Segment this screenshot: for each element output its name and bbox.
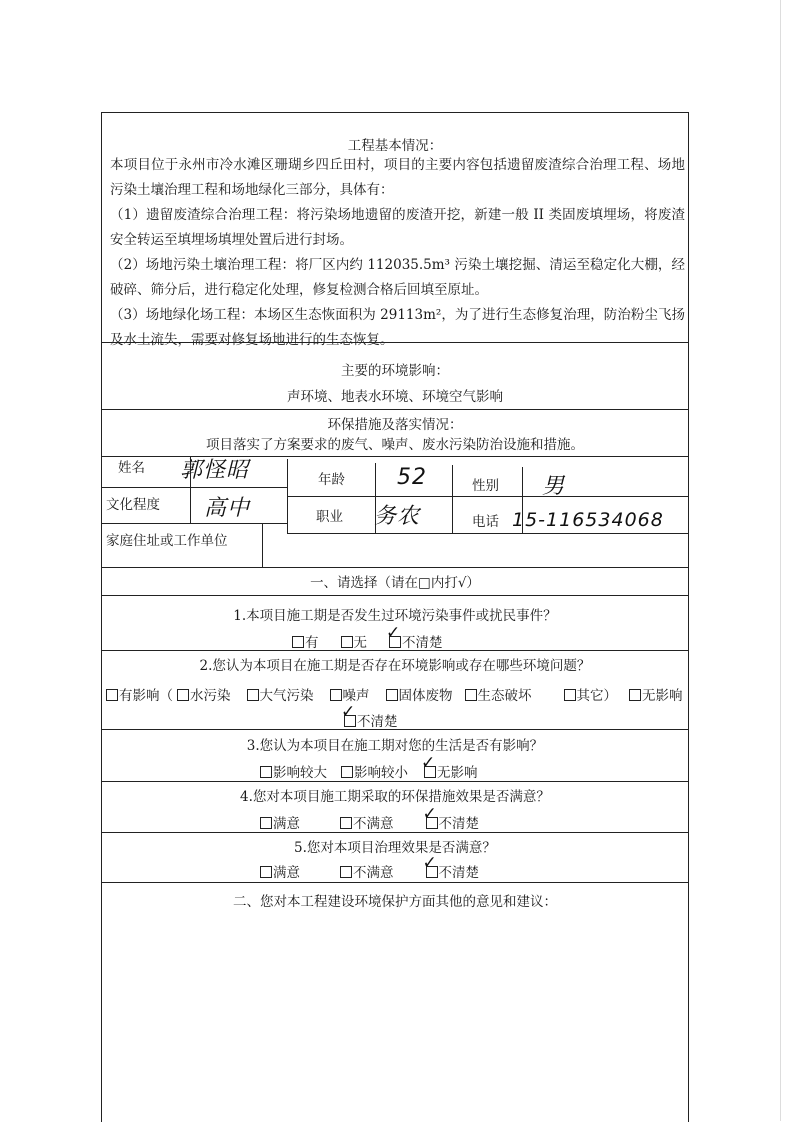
q2-option-water[interactable]: 水污染 (177, 684, 231, 704)
q4-option-satisfied[interactable]: 满意 (260, 812, 300, 832)
project-description (110, 153, 685, 353)
address-label: 家庭住址或工作单位 (106, 533, 228, 549)
phone-label: 电话 (472, 514, 499, 530)
checkbox[interactable] (341, 766, 353, 778)
q4-options (260, 804, 479, 832)
q2-option-other[interactable]: 其它） (564, 684, 618, 704)
divider (102, 882, 688, 883)
q3-options (260, 753, 478, 781)
section2-heading: 二、您对本工程建设环境保护方面其他的意见和建议： (233, 894, 557, 910)
table-line (522, 467, 523, 533)
q5-option-unclear[interactable]: ✓ 不清楚 (422, 853, 479, 881)
project-paragraph: （1）遗留废渣综合治理工程：将污染场地遗留的废渣开挖，新建一般 II 类固废填埋场，将废渣安全转运至填埋场填埋处置后进行封场。 (110, 207, 685, 248)
checkbox[interactable] (340, 817, 352, 829)
gender-label: 性别 (472, 478, 499, 494)
divider (102, 523, 287, 524)
phone-value: 15-116534068 (512, 509, 664, 531)
checkbox[interactable] (564, 689, 576, 701)
check-mark-icon: ✓ (421, 753, 436, 773)
q2-option-solid-waste[interactable]: 固体废物 (386, 684, 453, 704)
checkbox[interactable] (260, 766, 272, 778)
checkbox[interactable] (340, 866, 352, 878)
divider (102, 342, 688, 343)
education-label: 文化程度 (106, 497, 160, 513)
q2-option-noise[interactable]: 噪声 (330, 684, 370, 704)
question-5: 5.您对本项目治理效果是否满意？ (294, 840, 496, 856)
checkbox[interactable] (247, 689, 259, 701)
checkbox[interactable] (386, 689, 398, 701)
q2-option-ecology[interactable]: 生态破坏 (465, 684, 532, 704)
q2-option-unclear[interactable]: ✓ 不清楚 (341, 702, 398, 730)
name-label: 姓名 (118, 460, 145, 476)
education-value: 高中 (204, 496, 251, 521)
measures-text: 项目落实了方案要求的废气、噪声、废水污染防治设施和措施。 (206, 437, 584, 453)
question-1: 1.本项目施工期是否发生过环境污染事件或扰民事件？ (233, 608, 557, 624)
q1-option-no[interactable]: 无 (341, 631, 368, 651)
check-mark-icon: ✓ (422, 804, 437, 824)
q2-options-line2 (341, 702, 398, 730)
checkbox[interactable] (341, 636, 353, 648)
checkbox[interactable] (629, 689, 641, 701)
impact-text: 声环境、地表水环境、环境空气影响 (287, 389, 503, 405)
q2-option-air[interactable]: 大气污染 (247, 684, 314, 704)
divider (102, 567, 688, 568)
q1-option-unclear[interactable]: ✓ 不清楚 (386, 623, 443, 651)
check-mark-icon: ✓ (386, 623, 401, 643)
name-value: 郭怪昭 (180, 458, 250, 483)
table-line (452, 465, 453, 533)
question-2: 2.您认为本项目在施工期是否存在环境影响或存在哪些环境问题？ (199, 658, 591, 674)
divider (102, 781, 688, 782)
q1-options (292, 623, 443, 651)
q2-option-no-impact[interactable]: 无影响 (629, 684, 683, 704)
divider (287, 533, 688, 534)
q4-option-unclear[interactable]: ✓ 不清楚 (422, 804, 479, 832)
age-label: 年龄 (318, 472, 345, 488)
survey-form (101, 112, 689, 1122)
q5-option-unsatisfied[interactable]: 不满意 (340, 861, 394, 881)
checkbox[interactable] (330, 689, 342, 701)
gender-value: 男 (542, 474, 566, 499)
q1-option-yes[interactable]: 有 (292, 631, 319, 651)
measures-heading: 环保措施及落实情况： (327, 417, 463, 433)
checkbox[interactable] (465, 689, 477, 701)
q2-option-has-impact[interactable]: 有影响（ (106, 684, 173, 704)
divider (102, 832, 688, 833)
q2-options (106, 684, 683, 704)
job-value: 务农 (374, 504, 421, 529)
project-heading: 工程基本情况： (347, 138, 443, 154)
project-paragraph: （2）场地污染土壤治理工程：将厂区内约 112035.5m³ 污染土壤挖掘、清运至稳定化大棚，经破碎、筛分后，进行稳定化处理，修复检测合格后回填至原址。 (110, 257, 685, 298)
question-3: 3.您认为本项目在施工期对您的生活是否有影响？ (246, 738, 544, 754)
check-mark-icon: ✓ (422, 853, 437, 873)
checkbox[interactable] (292, 636, 304, 648)
job-label: 职业 (316, 509, 343, 525)
section1-heading: 一、请选择（请在□内打√） (310, 575, 480, 591)
q4-option-unsatisfied[interactable]: 不满意 (340, 812, 394, 832)
table-line (262, 523, 263, 567)
checkbox[interactable] (177, 689, 189, 701)
divider (102, 595, 688, 596)
suggestions-area[interactable] (110, 918, 680, 1108)
checkbox[interactable] (106, 689, 118, 701)
divider (102, 729, 688, 730)
q3-option-small[interactable]: 影响较小 (341, 761, 408, 781)
table-line (287, 459, 288, 533)
q5-option-satisfied[interactable]: 满意 (260, 861, 300, 881)
project-paragraph: （3）场地绿化场工程：本场区生态恢面积为 29113m²，为了进行生态修复治理，防治粉尘飞扬及水土流失，需要对修复场地进行的生态恢复。 (110, 307, 685, 348)
table-line (375, 463, 376, 533)
impact-heading: 主要的环境影响： (341, 363, 449, 379)
page-edge (780, 0, 781, 1121)
check-mark-icon: ✓ (341, 702, 356, 722)
divider (287, 496, 688, 497)
age-value: 52 (397, 465, 427, 490)
divider (102, 650, 688, 651)
q5-options (260, 853, 479, 881)
q3-option-none[interactable]: ✓ 无影响 (421, 753, 478, 781)
checkbox[interactable] (260, 817, 272, 829)
project-paragraph: 本项目位于永州市冷水滩区珊瑚乡四丘田村，项目的主要内容包括遗留废渣综合治理工程、场地污染土壤治理工程和场地绿化三部分，具体有： (110, 157, 685, 198)
q3-option-large[interactable]: 影响较大 (260, 761, 327, 781)
divider (102, 487, 287, 488)
divider (102, 409, 688, 410)
question-4: 4.您对本项目施工期采取的环保措施效果是否满意？ (240, 789, 550, 805)
checkbox[interactable] (260, 866, 272, 878)
table-line (190, 456, 191, 523)
